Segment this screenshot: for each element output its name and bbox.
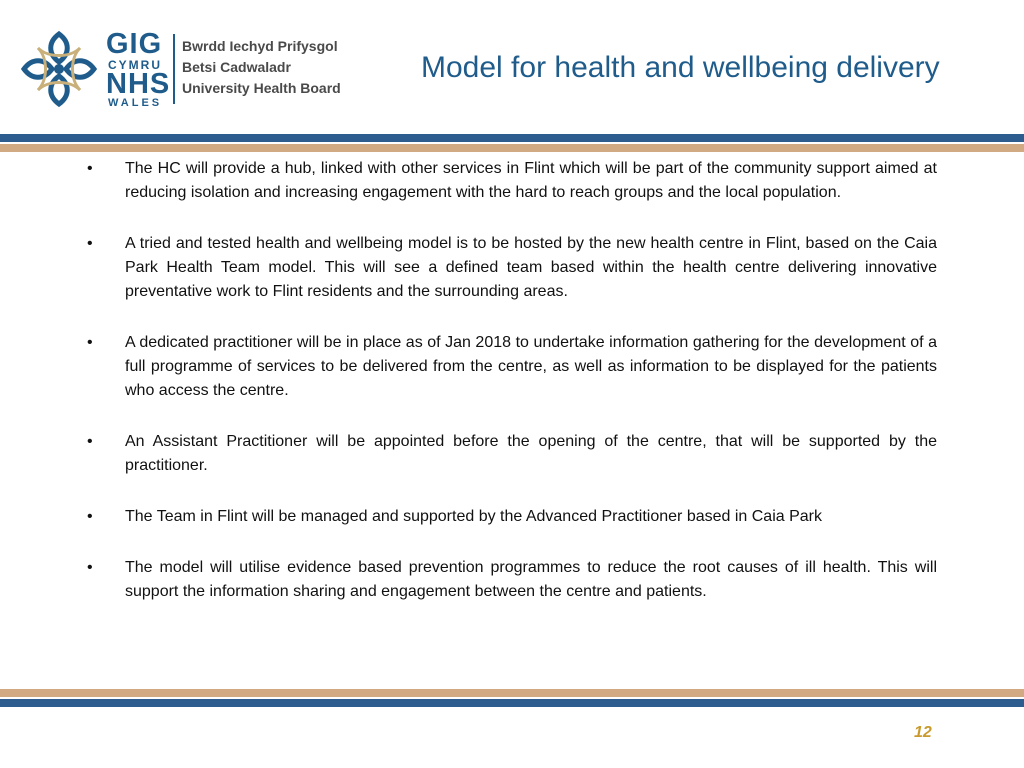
list-item: [83, 232, 937, 304]
header-stripe-tan: [0, 144, 1024, 152]
bullet-text: The model will utilise evidence based prevention programmes to reduce the root causes of ill health. This will support the information sharing and engagement between the centre and patients.: [125, 559, 937, 600]
board-line-3: University Health Board: [182, 80, 341, 96]
bullet-list: [83, 157, 937, 631]
slide-header: [0, 0, 1024, 135]
list-item: [83, 505, 937, 529]
list-item: [83, 157, 937, 205]
logo-divider: [173, 34, 175, 104]
bullet-text: A dedicated practitioner will be in place as of Jan 2018 to undertake information gathering for the development of a full programme of services to be delivered from the centre, as well as information to be displayed for the patients who access the centre.: [125, 334, 937, 399]
logo-gig-text: GIG: [106, 28, 163, 60]
footer-stripe-blue: [0, 699, 1024, 707]
bullet-icon: •: [87, 559, 93, 576]
celtic-knot-icon: [18, 28, 100, 110]
board-line-1: Bwrdd Iechyd Prifysgol: [182, 38, 338, 54]
bullet-text: A tried and tested health and wellbeing model is to be hosted by the new health centre in Flint, based on the Caia Park Health Team model. This will see a defined team based within the health centre delivering innovative preventative work to Flint residents and the surrounding areas.: [125, 235, 937, 300]
bullet-text: The HC will provide a hub, linked with other services in Flint which will be part of the community support aimed at reducing isolation and increasing engagement with the hard to reach groups and the local population.: [125, 160, 937, 201]
logo-nhs-text: NHS: [106, 68, 171, 100]
list-item: [83, 430, 937, 478]
logo-wales-text: WALES: [108, 97, 163, 109]
header-stripe-blue: [0, 134, 1024, 142]
health-board-name: [182, 36, 341, 99]
header-divider-band: [0, 134, 1024, 152]
bullet-icon: •: [87, 433, 93, 450]
bullet-icon: •: [87, 160, 93, 177]
nhs-wales-logo: [18, 26, 348, 112]
bullet-text: An Assistant Practitioner will be appointed before the opening of the centre, that will be supported by the practitioner.: [125, 433, 937, 474]
slide-title: Model for health and wellbeing delivery: [421, 51, 940, 84]
list-item: [83, 556, 937, 604]
footer-stripe-tan: [0, 689, 1024, 697]
footer-divider-band: [0, 689, 1024, 707]
bullet-icon: •: [87, 235, 93, 252]
bullet-icon: •: [87, 334, 93, 351]
list-item: [83, 331, 937, 403]
bullet-icon: •: [87, 508, 93, 525]
logo-cymru-text: CYMRU: [108, 58, 162, 72]
page-number: 12: [914, 724, 932, 741]
board-line-2: Betsi Cadwaladr: [182, 59, 291, 75]
bullet-text: The Team in Flint will be managed and supported by the Advanced Practitioner based in Caia Park: [125, 508, 822, 525]
